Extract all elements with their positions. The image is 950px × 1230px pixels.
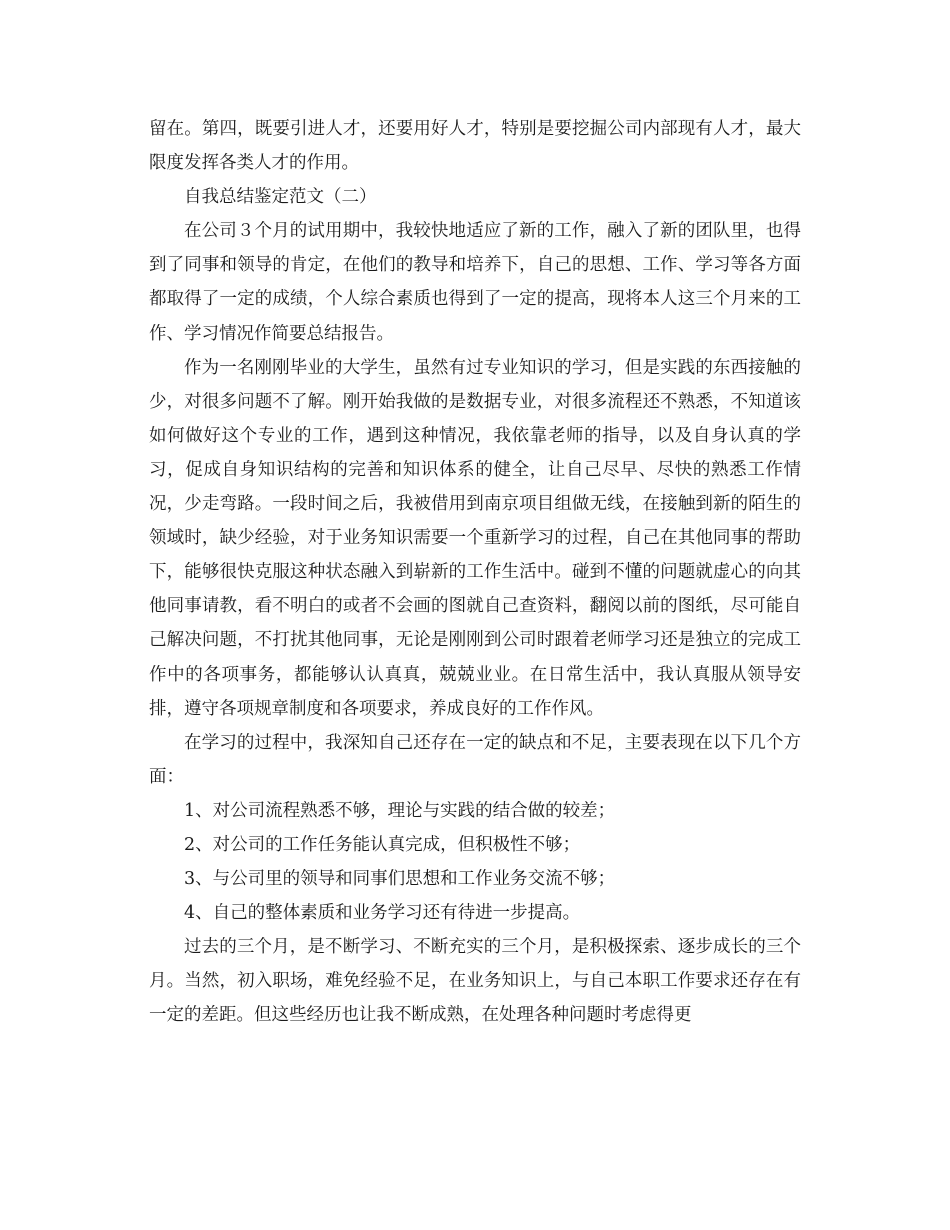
paragraph-shortcomings: 在学习的过程中，我深知自己还存在一定的缺点和不足，主要表现在以下几个方面： bbox=[149, 732, 801, 787]
paragraph-experience: 作为一名刚刚毕业的大学生，虽然有过专业知识的学习，但是实践的东西接触的少，对很多问题不了解。刚开始我做的是数据专业，对很多流程还不熟悉，不知道该如何做好这个专业的工作，遇到这种情况，我依靠老师的指导，以及自身认真的学习，促成自身知识结构的完善和知识体系的健全，让自己尽早、尽快的熟悉工作情况，少走弯路。一段时间之后，我被借用到南京项目组做无线，在接触到新的陌生的领域时，缺少经验，对于业务知识需要一个重新学习的过程，自己在其他同事的帮助下，能够很快克服这种状态融入到崭新的工作生活中。碰到不懂的问题就虚心的向其他同事请教，看不明白的或者不会画的图就自己查资料，翻阅以前的图纸，尽可能自己解决问题，不打扰其他同事，无论是刚刚到公司时跟着老师学习还是独立的完成工作中的各项事务，都能够认认真真，兢兢业业。在日常生活中，我认真服从领导安排，遵守各项规章制度和各项要求，养成良好的工作作风。 bbox=[149, 357, 801, 719]
list-item-1: 1、对公司流程熟悉不够，理论与实践的结合做的较差； bbox=[184, 800, 616, 821]
paragraph-continuation: 留在。第四，既要引进人才，还要用好人才，特别是要挖掘公司内部现有人才，最大限度发挥各类人才的作用。 bbox=[149, 119, 801, 174]
list-item-2: 2、对公司的工作任务能认真完成，但积极性不够； bbox=[184, 834, 581, 855]
section-heading: 自我总结鉴定范文（二） bbox=[184, 187, 377, 208]
list-item-4: 4、自己的整体素质和业务学习还有待进一步提高。 bbox=[184, 903, 581, 924]
paragraph-conclusion: 过去的三个月，是不断学习、不断充实的三个月，是积极探索、逐步成长的三个月。当然，初入职场，难免经验不足，在业务知识上，与自己本职工作要求还存在有一定的差距。但这些经历也让我不断成熟，在处理各种问题时考虑得更 bbox=[149, 937, 801, 1026]
list-item-3: 3、与公司里的领导和同事们思想和工作业务交流不够； bbox=[184, 869, 616, 890]
paragraph-intro: 在公司３个月的试用期中，我较快地适应了新的工作，融入了新的团队里，也得到了同事和领导的肯定，在他们的教导和培养下，自己的思想、工作、学习等各方面都取得了一定的成绩，个人综合素质也得到了一定的提高，现将本人这三个月来的工作、学习情况作简要总结报告。 bbox=[149, 221, 801, 344]
document-body bbox=[149, 112, 801, 1033]
